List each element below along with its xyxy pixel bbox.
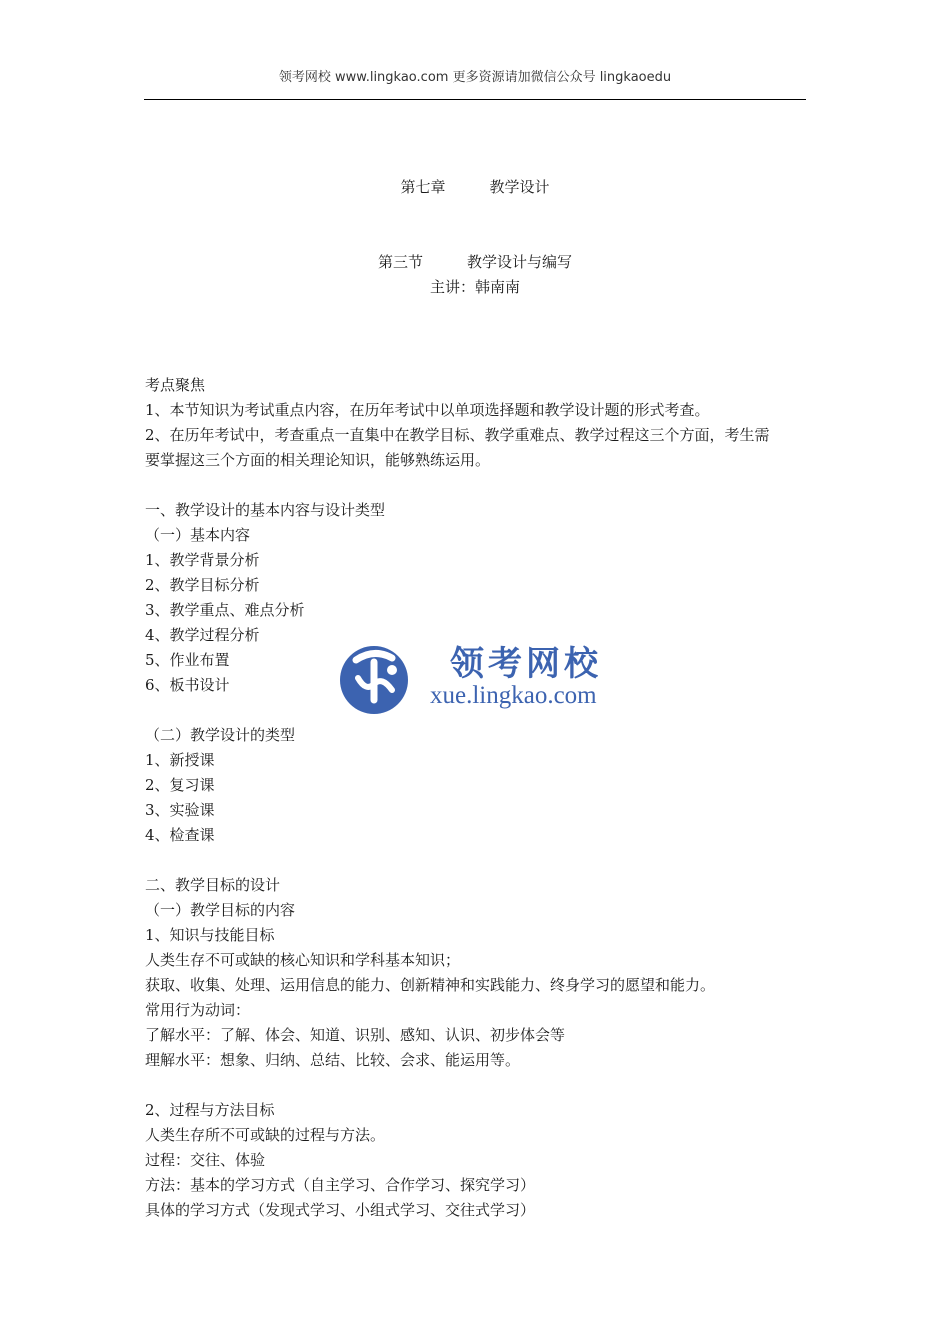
text-line: 过程：交往、体验 xyxy=(145,1151,266,1169)
text-line: 4、教学过程分析 xyxy=(145,626,260,644)
text-line: 常用行为动词： xyxy=(145,1001,251,1019)
blank-line xyxy=(145,848,810,873)
text-line: 理解水平：想象、归纳、总结、比较、会求、能运用等。 xyxy=(145,1051,521,1069)
text-line: 具体的学习方式（发现式学习、小组式学习、交往式学习） xyxy=(145,1201,536,1219)
text-line: 考点聚焦 xyxy=(145,376,206,394)
text-line: 人类生存不可或缺的核心知识和学科基本知识； xyxy=(145,951,461,969)
watermark-title: 领考网校 xyxy=(450,644,602,684)
text-line: 3、教学重点、难点分析 xyxy=(145,601,305,619)
document-body xyxy=(145,373,810,1223)
text-line: 一、教学设计的基本内容与设计类型 xyxy=(145,501,386,519)
chapter-name: 教学设计 xyxy=(489,178,550,196)
text-line: （一）教学目标的内容 xyxy=(145,901,296,919)
watermark-url: xue.lingkao.com xyxy=(430,682,597,709)
lingkao-logo-icon xyxy=(336,640,412,716)
chapter-title xyxy=(0,176,950,197)
text-line: 人类生存所不可或缺的过程与方法。 xyxy=(145,1126,386,1144)
text-line: 6、板书设计 xyxy=(145,676,230,694)
text-line: （二）教学设计的类型 xyxy=(145,726,296,744)
text-line: 2、复习课 xyxy=(145,776,215,794)
text-line: 3、实验课 xyxy=(145,801,215,819)
section-title xyxy=(0,251,950,272)
text-line: 2、在历年考试中，考查重点一直集中在教学目标、教学重难点、教学过程这三个方面，考生需 xyxy=(145,426,770,444)
text-line: 1、本节知识为考试重点内容，在历年考试中以单项选择题和教学设计题的形式考查。 xyxy=(145,401,710,419)
text-line: 1、知识与技能目标 xyxy=(145,926,275,944)
text-line: 1、教学背景分析 xyxy=(145,551,260,569)
lecturer: 主讲：韩南南 xyxy=(429,278,520,296)
text-line: 2、过程与方法目标 xyxy=(145,1101,275,1119)
section-number: 第三节 xyxy=(377,253,423,271)
chapter-number: 第七章 xyxy=(400,178,446,196)
text-line: 4、检查课 xyxy=(145,826,215,844)
text-line: （一）基本内容 xyxy=(145,526,251,544)
blank-line xyxy=(145,1073,810,1098)
text-line: 2、教学目标分析 xyxy=(145,576,260,594)
page-header: 领考网校 www.lingkao.com 更多资源请加微信公众号 lingkaoedu xyxy=(278,70,672,85)
text-line: 5、作业布置 xyxy=(145,651,230,669)
header-rule xyxy=(144,99,806,100)
text-line: 1、新授课 xyxy=(145,751,215,769)
text-line: 方法：基本的学习方式（自主学习、合作学习、探究学习） xyxy=(145,1176,536,1194)
text-line: 获取、收集、处理、运用信息的能力、创新精神和实践能力、终身学习的愿望和能力。 xyxy=(145,976,716,994)
watermark xyxy=(332,634,638,722)
text-line: 二、教学目标的设计 xyxy=(145,876,281,894)
section-name: 教学设计与编写 xyxy=(467,253,573,271)
blank-line xyxy=(145,473,810,498)
text-line: 了解水平：了解、体会、知道、识别、感知、认识、初步体会等 xyxy=(145,1026,566,1044)
text-line: 要掌握这三个方面的相关理论知识，能够熟练运用。 xyxy=(145,451,491,469)
